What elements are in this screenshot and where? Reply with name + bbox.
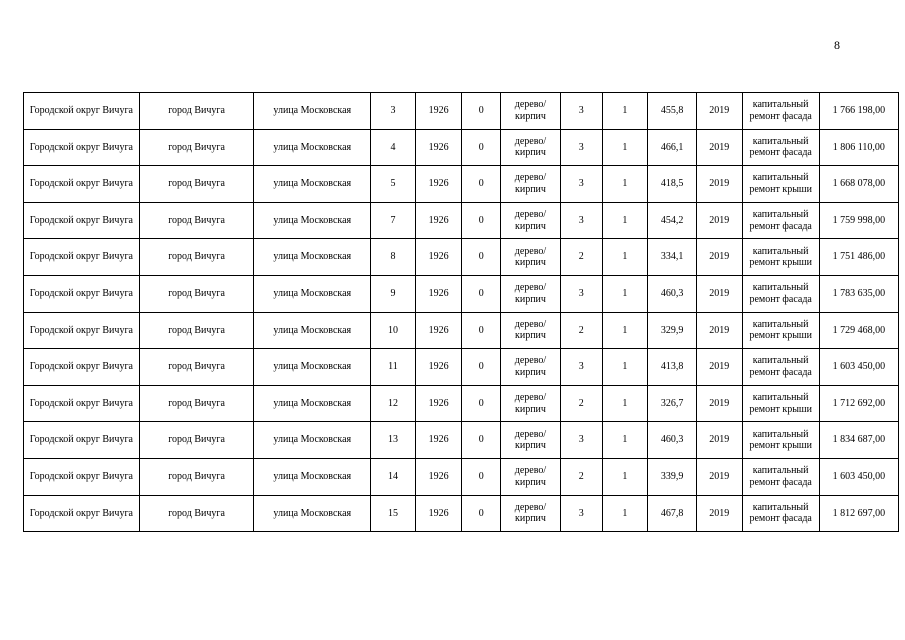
cell-col6: 0 [462, 129, 501, 166]
cell-cost: 1 603 450,00 [819, 349, 898, 386]
cell-work-type: капитальный ремонт крыши [742, 239, 819, 276]
housing-repair-table [23, 92, 899, 532]
cell-entrances: 1 [602, 495, 648, 532]
cell-house-number: 4 [371, 129, 416, 166]
cell-floors: 3 [560, 275, 602, 312]
cell-year-plan: 2019 [696, 312, 742, 349]
cell-work-type: капитальный ремонт фасада [742, 202, 819, 239]
cell-wall-material: дерево/кирпич [501, 458, 561, 495]
cell-year-plan: 2019 [696, 93, 742, 130]
cell-cost: 1 834 687,00 [819, 422, 898, 459]
cell-work-type: капитальный ремонт фасада [742, 93, 819, 130]
cell-wall-material: дерево/кирпич [501, 349, 561, 386]
cell-wall-material: дерево/кирпич [501, 129, 561, 166]
cell-work-type: капитальный ремонт крыши [742, 166, 819, 203]
table-row [24, 385, 899, 422]
cell-municipality: Городской округ Вичуга [24, 495, 140, 532]
cell-house-number: 5 [371, 166, 416, 203]
cell-year-plan: 2019 [696, 422, 742, 459]
cell-locality: город Вичуга [139, 349, 254, 386]
cell-wall-material: дерево/кирпич [501, 166, 561, 203]
cell-col6: 0 [462, 458, 501, 495]
cell-street: улица Московская [254, 312, 371, 349]
cell-entrances: 1 [602, 166, 648, 203]
cell-year-built: 1926 [415, 93, 462, 130]
cell-work-type: капитальный ремонт крыши [742, 422, 819, 459]
cell-street: улица Московская [254, 202, 371, 239]
cell-col6: 0 [462, 495, 501, 532]
cell-year-built: 1926 [415, 129, 462, 166]
cell-street: улица Московская [254, 385, 371, 422]
cell-work-type: капитальный ремонт фасада [742, 458, 819, 495]
cell-house-number: 8 [371, 239, 416, 276]
cell-col6: 0 [462, 239, 501, 276]
cell-municipality: Городской округ Вичуга [24, 349, 140, 386]
cell-floors: 3 [560, 349, 602, 386]
cell-locality: город Вичуга [139, 166, 254, 203]
cell-area: 329,9 [648, 312, 697, 349]
cell-year-plan: 2019 [696, 166, 742, 203]
cell-floors: 2 [560, 385, 602, 422]
cell-wall-material: дерево/кирпич [501, 385, 561, 422]
cell-work-type: капитальный ремонт фасада [742, 495, 819, 532]
cell-house-number: 3 [371, 93, 416, 130]
cell-floors: 2 [560, 312, 602, 349]
cell-work-type: капитальный ремонт фасада [742, 349, 819, 386]
cell-col6: 0 [462, 275, 501, 312]
cell-col6: 0 [462, 202, 501, 239]
cell-entrances: 1 [602, 275, 648, 312]
cell-entrances: 1 [602, 202, 648, 239]
table-row [24, 495, 899, 532]
cell-area: 339,9 [648, 458, 697, 495]
cell-street: улица Московская [254, 239, 371, 276]
cell-municipality: Городской округ Вичуга [24, 93, 140, 130]
cell-municipality: Городской округ Вичуга [24, 385, 140, 422]
cell-year-plan: 2019 [696, 275, 742, 312]
cell-cost: 1 712 692,00 [819, 385, 898, 422]
cell-cost: 1 759 998,00 [819, 202, 898, 239]
cell-locality: город Вичуга [139, 422, 254, 459]
cell-cost: 1 806 110,00 [819, 129, 898, 166]
cell-area: 466,1 [648, 129, 697, 166]
cell-wall-material: дерево/кирпич [501, 202, 561, 239]
cell-cost: 1 751 486,00 [819, 239, 898, 276]
cell-street: улица Московская [254, 349, 371, 386]
cell-entrances: 1 [602, 239, 648, 276]
cell-entrances: 1 [602, 385, 648, 422]
cell-year-built: 1926 [415, 275, 462, 312]
cell-locality: город Вичуга [139, 93, 254, 130]
table-row [24, 93, 899, 130]
cell-wall-material: дерево/кирпич [501, 93, 561, 130]
cell-street: улица Московская [254, 93, 371, 130]
cell-entrances: 1 [602, 93, 648, 130]
cell-wall-material: дерево/кирпич [501, 312, 561, 349]
table-row [24, 458, 899, 495]
cell-floors: 2 [560, 458, 602, 495]
page-number: 8 [834, 38, 840, 52]
cell-locality: город Вичуга [139, 202, 254, 239]
cell-year-built: 1926 [415, 166, 462, 203]
cell-cost: 1 603 450,00 [819, 458, 898, 495]
cell-municipality: Городской округ Вичуга [24, 239, 140, 276]
cell-municipality: Городской округ Вичуга [24, 275, 140, 312]
table-row [24, 422, 899, 459]
cell-cost: 1 812 697,00 [819, 495, 898, 532]
cell-col6: 0 [462, 312, 501, 349]
table-row [24, 239, 899, 276]
table-row [24, 202, 899, 239]
table-row [24, 312, 899, 349]
cell-floors: 2 [560, 239, 602, 276]
cell-street: улица Московская [254, 458, 371, 495]
cell-municipality: Городской округ Вичуга [24, 422, 140, 459]
cell-cost: 1 766 198,00 [819, 93, 898, 130]
cell-floors: 3 [560, 422, 602, 459]
cell-area: 334,1 [648, 239, 697, 276]
cell-wall-material: дерево/кирпич [501, 422, 561, 459]
table-row [24, 129, 899, 166]
table-row [24, 166, 899, 203]
table-body [24, 93, 899, 532]
cell-locality: город Вичуга [139, 458, 254, 495]
cell-street: улица Московская [254, 275, 371, 312]
cell-entrances: 1 [602, 422, 648, 459]
cell-municipality: Городской округ Вичуга [24, 129, 140, 166]
table-row [24, 349, 899, 386]
cell-locality: город Вичуга [139, 385, 254, 422]
cell-house-number: 10 [371, 312, 416, 349]
cell-year-plan: 2019 [696, 129, 742, 166]
cell-work-type: капитальный ремонт крыши [742, 312, 819, 349]
cell-street: улица Московская [254, 129, 371, 166]
cell-floors: 3 [560, 129, 602, 166]
cell-year-plan: 2019 [696, 495, 742, 532]
cell-col6: 0 [462, 349, 501, 386]
cell-street: улица Московская [254, 495, 371, 532]
cell-wall-material: дерево/кирпич [501, 239, 561, 276]
cell-year-plan: 2019 [696, 202, 742, 239]
cell-col6: 0 [462, 93, 501, 130]
cell-year-built: 1926 [415, 312, 462, 349]
cell-floors: 3 [560, 495, 602, 532]
cell-entrances: 1 [602, 349, 648, 386]
cell-house-number: 11 [371, 349, 416, 386]
cell-area: 418,5 [648, 166, 697, 203]
cell-wall-material: дерево/кирпич [501, 275, 561, 312]
cell-year-built: 1926 [415, 495, 462, 532]
cell-house-number: 9 [371, 275, 416, 312]
cell-area: 460,3 [648, 422, 697, 459]
cell-municipality: Городской округ Вичуга [24, 458, 140, 495]
cell-cost: 1 729 468,00 [819, 312, 898, 349]
cell-area: 454,2 [648, 202, 697, 239]
cell-year-plan: 2019 [696, 458, 742, 495]
cell-area: 467,8 [648, 495, 697, 532]
cell-year-built: 1926 [415, 202, 462, 239]
cell-floors: 3 [560, 166, 602, 203]
cell-entrances: 1 [602, 129, 648, 166]
cell-locality: город Вичуга [139, 312, 254, 349]
cell-locality: город Вичуга [139, 495, 254, 532]
cell-municipality: Городской округ Вичуга [24, 166, 140, 203]
cell-work-type: капитальный ремонт фасада [742, 129, 819, 166]
cell-house-number: 7 [371, 202, 416, 239]
cell-locality: город Вичуга [139, 239, 254, 276]
cell-wall-material: дерево/кирпич [501, 495, 561, 532]
cell-col6: 0 [462, 422, 501, 459]
cell-area: 326,7 [648, 385, 697, 422]
cell-municipality: Городской округ Вичуга [24, 202, 140, 239]
cell-locality: город Вичуга [139, 275, 254, 312]
cell-entrances: 1 [602, 312, 648, 349]
cell-floors: 3 [560, 93, 602, 130]
cell-year-plan: 2019 [696, 385, 742, 422]
cell-year-plan: 2019 [696, 349, 742, 386]
cell-house-number: 15 [371, 495, 416, 532]
cell-entrances: 1 [602, 458, 648, 495]
cell-area: 455,8 [648, 93, 697, 130]
table-row [24, 275, 899, 312]
cell-col6: 0 [462, 166, 501, 203]
cell-work-type: капитальный ремонт крыши [742, 385, 819, 422]
cell-street: улица Московская [254, 422, 371, 459]
cell-area: 460,3 [648, 275, 697, 312]
cell-area: 413,8 [648, 349, 697, 386]
cell-house-number: 13 [371, 422, 416, 459]
cell-year-built: 1926 [415, 385, 462, 422]
cell-year-built: 1926 [415, 458, 462, 495]
cell-house-number: 12 [371, 385, 416, 422]
cell-year-built: 1926 [415, 422, 462, 459]
cell-cost: 1 668 078,00 [819, 166, 898, 203]
cell-year-plan: 2019 [696, 239, 742, 276]
cell-year-built: 1926 [415, 349, 462, 386]
cell-cost: 1 783 635,00 [819, 275, 898, 312]
cell-year-built: 1926 [415, 239, 462, 276]
cell-work-type: капитальный ремонт фасада [742, 275, 819, 312]
cell-municipality: Городской округ Вичуга [24, 312, 140, 349]
cell-locality: город Вичуга [139, 129, 254, 166]
cell-street: улица Московская [254, 166, 371, 203]
cell-floors: 3 [560, 202, 602, 239]
cell-house-number: 14 [371, 458, 416, 495]
cell-col6: 0 [462, 385, 501, 422]
